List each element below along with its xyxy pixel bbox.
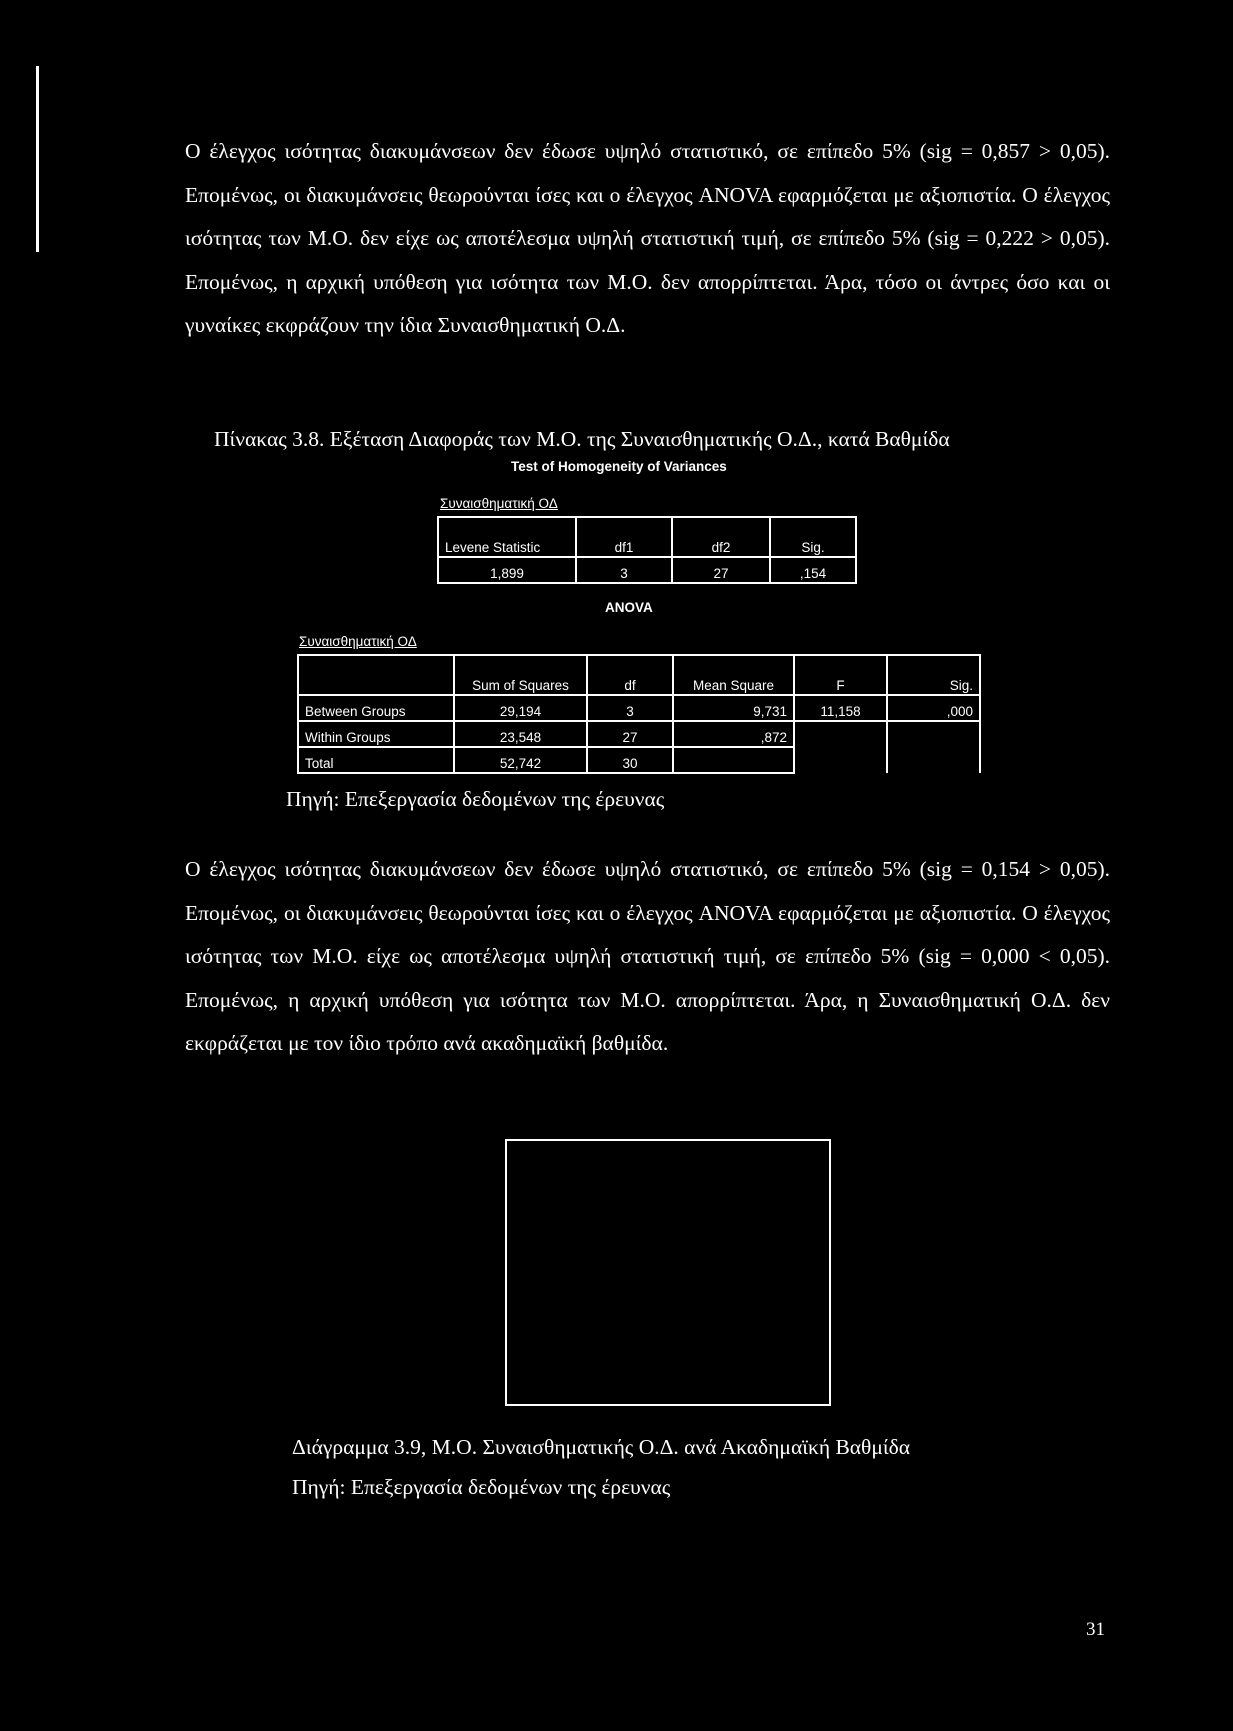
column-header-sig: Sig. xyxy=(887,655,980,695)
table-cell xyxy=(673,747,794,773)
column-header-mean-square: Mean Square xyxy=(673,655,794,695)
column-header-levene: Levene Statistic xyxy=(438,517,576,557)
column-header-f: F xyxy=(794,655,887,695)
column-header-df1: df1 xyxy=(576,517,672,557)
column-header-df2: df2 xyxy=(672,517,770,557)
table-caption: Πίνακας 3.8. Εξέταση Διαφοράς των Μ.Ο. της Συναισθηματικής Ο.Δ., κατά Βαθμίδα xyxy=(214,427,950,451)
homogeneity-table xyxy=(437,516,857,584)
column-header-sig: Sig. xyxy=(770,517,856,557)
table-cell: 23,548 xyxy=(454,721,587,747)
paragraph-1: Ο έλεγχος ισότητας διακυμάνσεων δεν έδωσε υψηλό στατιστικό, σε επίπεδο 5% (sig = 0,857 > 0,05). Επομένως, οι διακυμάνσεις θεωρούνται ίσες και ο έλεγχος ANOVA εφαρμόζεται με αξιοπιστία. Ο έλεγχος ισότητας των Μ.Ο. δεν είχε ως αποτέλεσμα υψηλή στατιστική τιμή, σε επίπεδο 5% (sig = 0,222 > 0,05). Επομένως, η αρχική υπόθεση για ισότητα των Μ.Ο. δεν απορρίπτεται. Άρα, τόσο οι άντρες όσο και οι γυναίκες εκφράζουν την ίδια Συναισθηματική Ο.Δ. xyxy=(185,139,1110,337)
anova-variable-label: Συναισθηματική ΟΔ xyxy=(299,634,417,649)
table-cell: 29,194 xyxy=(454,695,587,721)
table-cell xyxy=(887,747,980,773)
table-row xyxy=(298,695,980,721)
table-cell: ,872 xyxy=(673,721,794,747)
margin-change-bar xyxy=(36,66,39,252)
row-label: Between Groups xyxy=(298,695,454,721)
table-cell: ,000 xyxy=(887,695,980,721)
table-cell: ,154 xyxy=(770,557,856,583)
table-row xyxy=(438,557,856,583)
table-cell: 52,742 xyxy=(454,747,587,773)
table-row xyxy=(298,721,980,747)
table-cell: 3 xyxy=(587,695,673,721)
table-cell xyxy=(794,747,887,773)
table-row xyxy=(298,747,980,773)
table-cell: 27 xyxy=(672,557,770,583)
table-cell: 9,731 xyxy=(673,695,794,721)
figure-caption: Διάγραμμα 3.9, Μ.Ο. Συναισθηματικής Ο.Δ. ανά Ακαδημαϊκή Βαθμίδα xyxy=(292,1435,911,1459)
table-cell: 11,158 xyxy=(794,695,887,721)
page-number: 31 xyxy=(1086,1619,1105,1640)
source-note-2: Πηγή: Επεξεργασία δεδομένων της έρευνας xyxy=(292,1475,671,1499)
column-header-df: df xyxy=(587,655,673,695)
column-header-sum-of-squares: Sum of Squares xyxy=(454,655,587,695)
figure-placeholder xyxy=(505,1139,831,1406)
anova-header-row xyxy=(298,655,980,695)
source-note-1: Πηγή: Επεξεργασία δεδομένων της έρευνας xyxy=(286,787,665,811)
table-cell: 27 xyxy=(587,721,673,747)
table-cell: 30 xyxy=(587,747,673,773)
anova-table xyxy=(297,654,981,774)
table-cell: 3 xyxy=(576,557,672,583)
row-label: Total xyxy=(298,747,454,773)
table-cell: 1,899 xyxy=(438,557,576,583)
homogeneity-variable-label: Συναισθηματική ΟΔ xyxy=(440,496,558,511)
column-header-blank xyxy=(298,655,454,695)
homogeneity-header-row xyxy=(438,517,856,557)
paragraph-2: Ο έλεγχος ισότητας διακυμάνσεων δεν έδωσε υψηλό στατιστικό, σε επίπεδο 5% (sig = 0,154 > 0,05). Επομένως, οι διακυμάνσεις θεωρούνται ίσες και ο έλεγχος ANOVA εφαρμόζεται με αξιοπιστία. Ο έλεγχος ισότητας των Μ.Ο. είχε ως αποτέλεσμα υψηλή στατιστική τιμή, σε επίπεδο 5% (sig = 0,000 < 0,05). Επομένως, η αρχική υπόθεση για ισότητα των Μ.Ο. απορρίπτεται. Άρα, η Συναισθηματική Ο.Δ. δεν εκφράζεται με τον ίδιο τρόπο ανά ακαδημαϊκή βαθμίδα. xyxy=(185,857,1110,1055)
anova-title: ANOVA xyxy=(605,600,653,615)
row-label: Within Groups xyxy=(298,721,454,747)
homogeneity-title: Test of Homogeneity of Variances xyxy=(511,459,727,474)
table-cell xyxy=(887,721,980,747)
table-cell xyxy=(794,721,887,747)
